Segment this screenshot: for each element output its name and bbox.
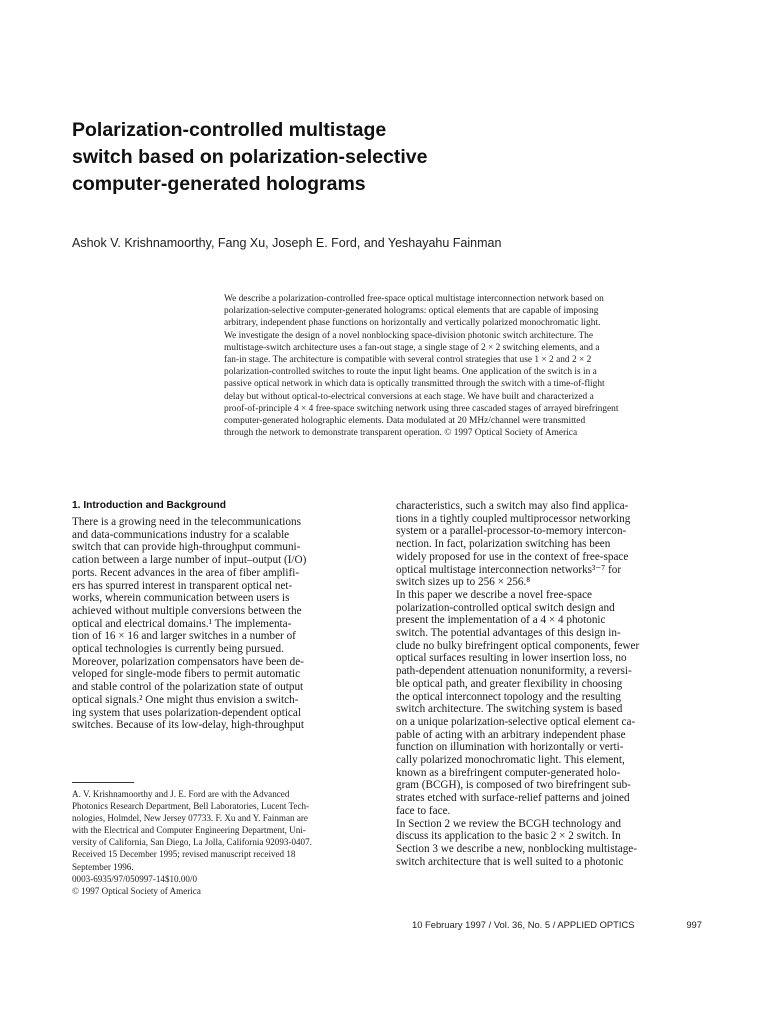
left-column <box>72 500 377 732</box>
text-line: switches. Because of its low-delay, high-throughput <box>72 719 304 732</box>
text-line: present the implementation of a 4 × 4 photonic <box>396 614 606 627</box>
right-column <box>396 500 701 868</box>
footnote-line: Received 15 December 1995; revised manuscript received 18 <box>72 849 296 860</box>
text-line: face to face. <box>396 804 451 817</box>
abstract-line: passive optical network in which data is optically transmitted through the switch with a time-of-flight <box>224 379 605 390</box>
text-line: discuss its application to the basic 2 × 2 switch. In <box>396 830 621 843</box>
text-line: optical surfaces resulting in lower insertion loss, no <box>396 652 627 665</box>
text-line: system or a parallel-processor-to-memory intercon- <box>396 525 627 538</box>
abstract-line: proof-of-principle 4 × 4 free-space switching network using three cascaded stages of arrayed birefringent <box>224 403 619 414</box>
text-line: ers has spurred interest in transparent optical net- <box>72 579 293 592</box>
text-line: switch architecture that is well suited to a photonic <box>396 855 624 868</box>
footnote-line: September 1996. <box>72 861 134 872</box>
text-line: Moreover, polarization compensators have been de- <box>72 655 304 668</box>
author-list: Ashok V. Krishnamoorthy, Fang Xu, Joseph E. Ford, and Yeshayahu Fainman <box>72 236 502 250</box>
abstract-line: We describe a polarization-controlled free-space optical multistage interconnection network based on <box>224 294 604 304</box>
abstract-line: polarization-controlled switches to route the input light beams. One application of the switch is in a <box>224 367 597 378</box>
text-line: There is a growing need in the telecommunications <box>72 516 301 528</box>
page-footer <box>412 919 702 930</box>
footnote-line: A. V. Krishnamoorthy and J. E. Ford are with the Advanced <box>72 789 290 799</box>
footnote <box>72 788 377 897</box>
footnote-line: © 1997 Optical Society of America <box>72 885 201 896</box>
body-text <box>72 516 377 732</box>
text-line: ing system that uses polarization-dependent optical <box>72 706 301 719</box>
abstract-line: We investigate the design of a novel nonblocking space-division photonic switch architecture. The <box>224 330 594 341</box>
text-line: switch architecture. The switching system is based <box>396 703 623 716</box>
text-line: strates etched with surface-relief patterns and joined <box>396 792 630 805</box>
text-line: clude no bulky birefringent optical components, fewer <box>396 639 640 652</box>
text-line: switch sizes up to 256 × 256.⁸ <box>396 576 531 589</box>
text-line: path-dependent attenuation nonuniformity, a reversi- <box>396 665 632 678</box>
text-line: polarization-controlled optical switch design and <box>396 601 615 614</box>
text-line: cally polarized monochromatic light. This element, <box>396 754 625 767</box>
body-text <box>396 500 701 868</box>
text-line: on a unique polarization-selective optical element ca- <box>396 715 636 728</box>
text-line: optical multistage interconnection networks³⁻⁷ for <box>396 563 622 576</box>
text-line: and stable control of the polarization state of output <box>72 681 304 694</box>
text-line: works, wherein communication between users is <box>72 592 290 605</box>
text-line: tions in a tightly coupled multiprocessor networking <box>396 512 631 525</box>
footnote-line: with the Electrical and Computer Engineering Department, Uni- <box>72 825 306 836</box>
abstract-line: computer-generated holographic elements. Data modulated at 20 MHz/channel were transmitted <box>224 416 586 427</box>
text-line: ports. Recent advances in the area of fiber amplifi- <box>72 566 300 579</box>
text-line: cation between a large number of input–output (I/O) <box>72 554 307 567</box>
text-line: In this paper we describe a novel free-space <box>396 588 592 601</box>
footnote-line: Photonics Research Department, Bell Laboratories, Lucent Tech- <box>72 801 310 812</box>
text-line: optical technologies is currently being pursued. <box>72 643 284 656</box>
text-line: switch that can provide high-throughput communi- <box>72 541 301 554</box>
text-line: achieved without multiple conversions between the <box>72 604 302 617</box>
text-line: function on illumination with horizontally or verti- <box>396 741 624 754</box>
abstract-line: fan-in stage. The architecture is compatible with several control strategies that use 1 × 2 and 2 × 2 <box>224 355 592 366</box>
paper-title <box>72 117 692 198</box>
text-line: known as a birefringent computer-generated holo- <box>396 766 621 779</box>
journal-citation: 10 February 1997 / Vol. 36, No. 5 / APPLIED OPTICS <box>412 919 635 930</box>
text-line: veloped for single-mode fibers to permit automatic <box>72 668 301 681</box>
text-line: optical signals.² One might thus envision a switch- <box>72 693 299 706</box>
abstract-line: through the network to demonstrate transparent operation. © 1997 Optical Society of America <box>224 428 578 439</box>
abstract <box>224 293 699 439</box>
text-line: gram (BCGH), is composed of two birefringent sub- <box>396 779 631 792</box>
text-line: characteristics, such a switch may also find applica- <box>396 500 629 512</box>
text-line: Section 3 we describe a new, nonblocking multistage- <box>396 842 637 855</box>
page-number: 997 <box>686 919 702 930</box>
footnote-divider <box>72 782 134 783</box>
footnote-line: nologies, Holmdel, New Jersey 07733. F. Xu and Y. Fainman are <box>72 813 308 824</box>
text-line: optical and electrical domains.¹ The implementa- <box>72 617 292 630</box>
title-line: Polarization-controlled multistage <box>72 119 387 141</box>
abstract-line: polarization-selective computer-generated holograms: optical elements that are capable of imposing <box>224 306 599 317</box>
text-line: pable of acting with an arbitrary independent phase <box>396 728 626 741</box>
abstract-line: delay but without optical-to-electrical conversions at each stage. We have built and characterized a <box>224 391 594 402</box>
text-line: nection. In fact, polarization switching has been <box>396 538 611 551</box>
abstract-line: arbitrary, independent phase functions on horizontally and vertically polarized monochromatic light. <box>224 318 601 329</box>
text-line: the optical interconnect topology and the resulting <box>396 690 621 703</box>
title-line: computer-generated holograms <box>72 173 366 195</box>
title-line: switch based on polarization-selective <box>72 146 428 168</box>
text-line: ble optical path, and greater flexibility in choosing <box>396 677 623 690</box>
footnote-line: 0003-6935/97/050997-14$10.00/0 <box>72 873 198 884</box>
text-line: In Section 2 we review the BCGH technology and <box>396 817 621 830</box>
section-heading: 1. Introduction and Background <box>72 500 226 511</box>
text-line: and data-communications industry for a scalable <box>72 528 290 541</box>
footnote-line: versity of California, San Diego, La Jolla, California 92093-0407. <box>72 837 312 848</box>
abstract-line: multistage-switch architecture uses a fan-out stage, a single stage of 2 × 2 switching elements, and a <box>224 342 600 353</box>
text-line: tion of 16 × 16 and larger switches in a number of <box>72 630 296 643</box>
text-line: widely proposed for use in the context of free-space <box>396 550 629 563</box>
text-line: switch. The potential advantages of this design in- <box>396 627 621 640</box>
